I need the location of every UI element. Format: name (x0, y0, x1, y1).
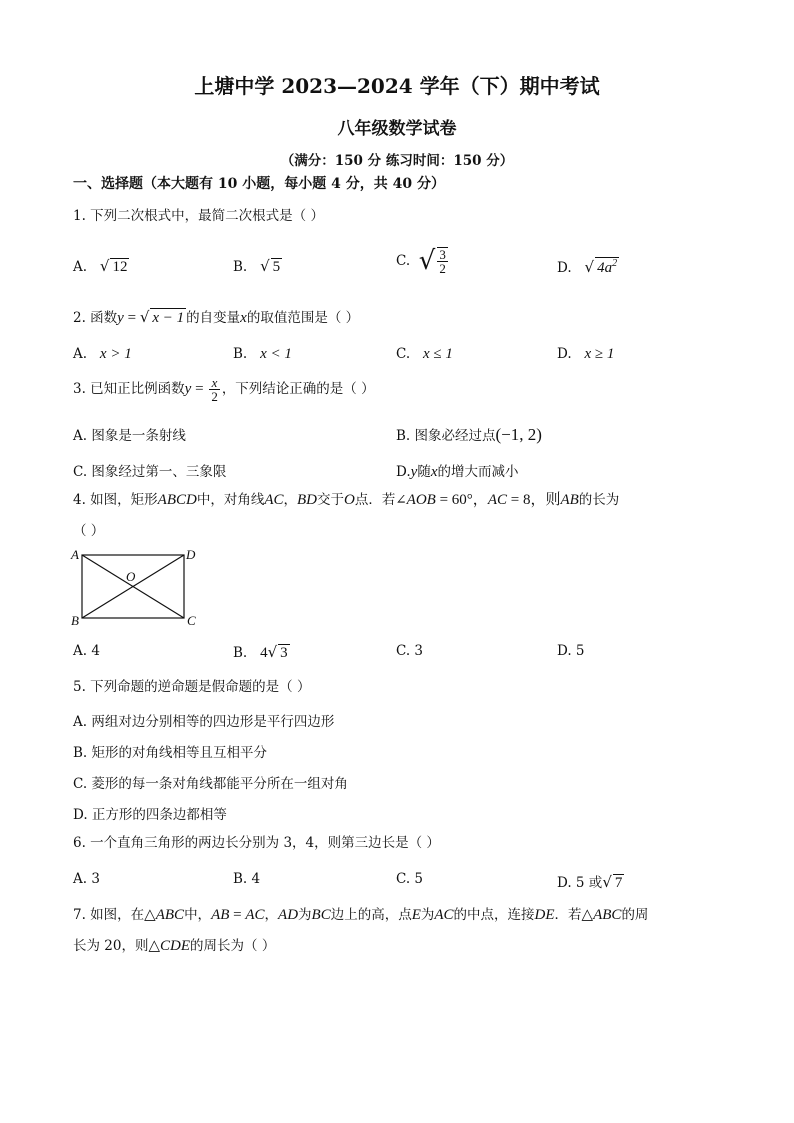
triangle-icon: △ (144, 907, 156, 923)
question-7-line-1: 7. 如图，在△ABC中，AB = AC，AD为BC边上的高，点E为AC的中点，连接DE．若△ABC的周 (73, 907, 649, 923)
q4-option-a: A. 4 (73, 643, 100, 659)
score-info: （满分：150 分 练习时间：150 分） (280, 153, 514, 169)
exam-title: 上塘中学 2023—2024 学年（下）期中考试 (194, 74, 600, 98)
q2-option-c: C. x ≤ 1 (396, 346, 453, 362)
question-3-stem: 3. 已知正比例函数y = $\frac{x}{2}$ ，下列结论正确的是（ ） (73, 375, 375, 404)
q6-option-c: C. 5 (396, 871, 424, 887)
q3-option-d: D.y随x的增大而减小 (396, 464, 519, 480)
sqrt-icon: √ (99, 257, 110, 275)
question-4-stem: 4. 如图，矩形ABCD中，对角线AC，BD交于O点．若∠AOB = 60°，AC = 8，则AB的长为 (73, 492, 620, 508)
sqrt-icon: √ (267, 643, 278, 661)
label-o: O (126, 569, 136, 584)
sqrt-icon: √ (260, 257, 270, 275)
question-7-line-2: 长为 20，则△CDE的周长为（ ） (73, 938, 276, 954)
q2-option-d: D. x ≥ 1 (557, 346, 615, 362)
q6-option-d: D. 5 或√ 7 (557, 873, 623, 891)
q3-option-a: A. 图象是一条射线 (73, 428, 186, 444)
triangle-icon: △ (581, 907, 594, 923)
q3-option-b: B. 图象必经过点(−1, 2) (396, 425, 542, 444)
question-4-paren: （ ） (73, 523, 105, 539)
label-b: B (71, 613, 79, 628)
q5-option-a: A. 两组对边分别相等的四边形是平行四边形 (73, 714, 335, 730)
triangle-icon: △ (148, 938, 161, 954)
q1-option-b: B. √ 5 (233, 257, 281, 275)
q4-option-b: B. 4√ 3 (233, 643, 288, 661)
q6-option-a: A. 3 (73, 871, 100, 887)
q5-option-c: C. 菱形的每一条对角线都能平分所在一组对角 (73, 776, 348, 792)
q2-option-a: A. x > 1 (73, 346, 132, 362)
label-c: C (187, 613, 196, 628)
q4-option-c: C. 3 (396, 643, 424, 659)
sqrt-icon: √ (602, 873, 612, 891)
q6-option-b: B. 4 (233, 871, 261, 887)
label-d: D (186, 547, 196, 562)
sqrt-icon: √ (584, 258, 595, 276)
exam-subtitle: 八年级数学试卷 (337, 119, 457, 139)
q3-option-c: C. 图象经过第一、三象限 (73, 464, 227, 480)
label-a: A (71, 547, 79, 562)
q5-option-d: D. 正方形的四条边都相等 (73, 807, 227, 823)
rectangle-figure (66, 545, 206, 630)
q4-option-d: D. 5 (557, 643, 585, 659)
question-2-stem: 2. 函数y = √ x − 1 的自变量x的取值范围是（ ） (73, 308, 360, 326)
q1-option-c: C. √ $\frac{3}{2}$ (396, 246, 446, 276)
question-6-stem: 6. 一个直角三角形的两边长分别为 3，4，则第三边长是（ ） (73, 835, 440, 851)
q5-option-b: B. 矩形的对角线相等且互相平分 (73, 745, 268, 761)
section-heading: 一、选择题（本大题有 10 小题，每小题 4 分，共 40 分） (73, 176, 445, 192)
q1-option-d: D. √ $4a^2$ (557, 258, 618, 276)
sqrt-icon: √ (139, 308, 150, 326)
q1-option-a: A. √ 12 (73, 257, 128, 275)
q2-option-b: B. x < 1 (233, 346, 292, 362)
sqrt-icon: √ (418, 246, 436, 276)
question-5-stem: 5. 下列命题的逆命题是假命题的是（ ） (73, 679, 311, 695)
question-1-stem: 1. 下列二次根式中，最简二次根式是（ ） (73, 208, 324, 224)
